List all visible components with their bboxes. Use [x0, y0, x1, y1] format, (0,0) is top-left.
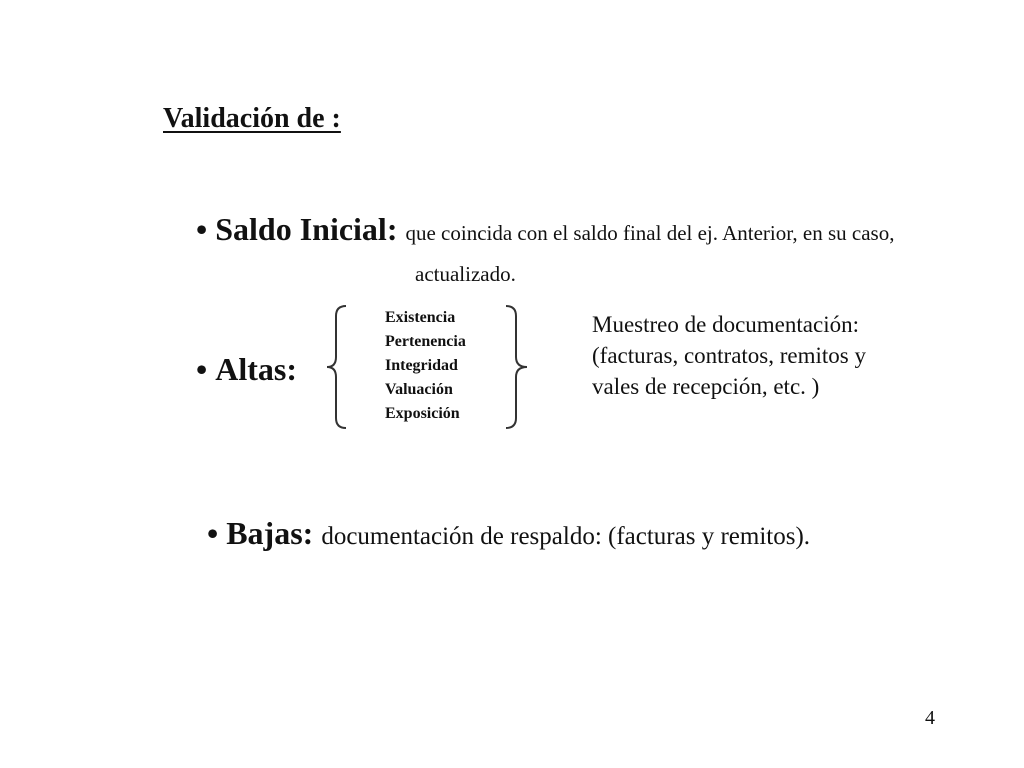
- bullet-icon: •: [207, 515, 219, 551]
- saldo-inicial-term: Saldo Inicial:: [215, 211, 398, 247]
- attribute-existencia: Existencia: [385, 309, 456, 326]
- altas-term: Altas:: [215, 351, 297, 387]
- saldo-inicial-description: que coincida con el saldo final del ej. Anterior, en su caso,: [405, 221, 895, 245]
- muestreo-line: vales de recepción, etc. ): [592, 374, 820, 399]
- page-number: 4: [925, 707, 935, 729]
- attribute-exposicion: Exposición: [385, 405, 460, 422]
- bajas-description: documentación de respaldo: (facturas y remitos).: [321, 523, 811, 550]
- attribute-valuacion: Valuación: [385, 381, 453, 398]
- muestreo-line: (facturas, contratos, remitos y: [592, 343, 866, 368]
- attribute-integridad: Integridad: [385, 357, 458, 374]
- right-brace-icon: [500, 303, 534, 431]
- attribute-pertenencia: Pertenencia: [385, 333, 466, 350]
- altas-item: [196, 350, 297, 388]
- bullet-icon: •: [196, 211, 208, 247]
- altas-attribute-list: [385, 306, 466, 426]
- bajas-term: Bajas:: [226, 515, 314, 551]
- saldo-inicial-item: [196, 210, 894, 252]
- saldo-inicial-description-cont: actualizado.: [415, 262, 516, 286]
- slide-title: Validación de :: [163, 103, 341, 134]
- bullet-icon: •: [196, 351, 208, 387]
- bajas-item: [207, 514, 810, 556]
- muestreo-line: Muestreo de documentación:: [592, 312, 859, 337]
- left-brace-icon: [322, 303, 352, 431]
- muestreo-note: [592, 309, 866, 402]
